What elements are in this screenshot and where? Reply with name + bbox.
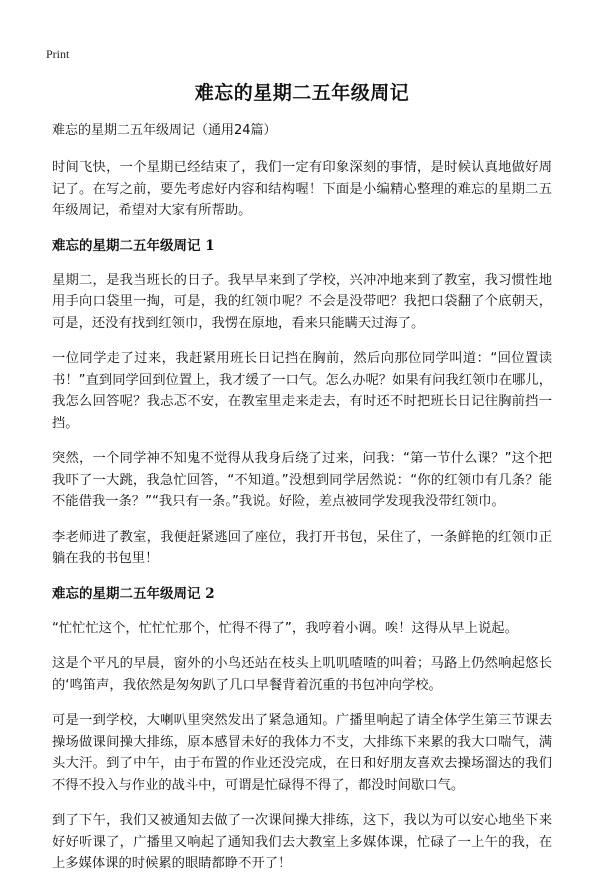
- print-label: Print: [46, 47, 70, 61]
- paragraph: 这是个平凡的早晨，窗外的小鸟还站在枝头上叽叽喳喳的叫着；马路上仍然响起悠长的‘鸣笛声，我依然是匆匆趴了几口早餐背着沉重的书包冲向学校。: [52, 656, 552, 693]
- section-heading-2: 难忘的星期二五年级周记 2: [52, 585, 215, 602]
- paragraph: “忙忙忙这个，忙忙忙那个，忙得不得了”，我哼着小调。唉！这得从早上说起。: [52, 620, 518, 636]
- paragraph: 一位同学走了过来，我赶紧用班长日记挡在胸前，然后向那位同学叫道：“回位置读书！”直到同学回到位置上，我才缓了一口气。怎么办呢？如果有问我红领巾在哪儿，我怎么回答呢？我忐忑不安，在教室里走来走去，有时还不时把班长日记往胸前挡一挡。: [52, 351, 552, 431]
- paragraph: 到了下午，我们又被通知去做了一次课间操大排练，这下，我以为可以安心地坐下来好好听课了，广播里又响起了通知我们去大教室上多媒体课，忙碌了一上午的我，在上多媒体课的时候累的眼睛都睁不开了！: [52, 813, 552, 871]
- intro-paragraph: 时间飞快，一个星期已经结束了，我们一定有印象深刻的事情，是时候认真地做好周记了。在写之前，要先考虑好内容和结构喔！下面是小编精心整理的难忘的星期二五年级周记，希望对大家有所帮助。: [52, 160, 552, 218]
- paragraph: 可是一到学校，大喇叭里突然发出了紧急通知。广播里响起了请全体学生第三节课去操场做课间操大排练，原本感冒未好的我体力不支，大排练下来累的我大口喘气，满头大汗。到了中午，由于布置的作业还没完成，在日和好朋友喜欢去操场溜达的我们不得不投入与作业的战斗中，可谓是忙碌得不得了，都没时间歇口气。: [52, 713, 552, 793]
- document-subtitle: 难忘的星期二五年级周记（通用24篇）: [52, 123, 277, 138]
- paragraph: 李老师进了教室，我便赶紧逃回了座位，我打开书包，呆住了，一条鲜艳的红领巾正躺在我的书包里！: [52, 529, 552, 566]
- paragraph: 突然，一个同学神不知鬼不觉得从我身后绕了过来，问我：“第一节什么课？”这个把我吓了一大跳，我急忙回答，“不知道。”没想到同学居然说：“你的红领巾有几条？能不能借我一条？”“我只有一条。”我说。好险，差点被同学发现我没带红领巾。: [52, 451, 552, 509]
- paragraph: 星期二，是我当班长的日子。我早早来到了学校，兴冲冲地来到了教室，我习惯性地用手向口袋里一掏，可是，我的红领巾呢？不会是没带吧？我把口袋翻了个底朝天，可是，还没有找到红领巾，我愣在原地，看来只能瞒天过海了。: [52, 272, 552, 331]
- section-heading-1: 难忘的星期二五年级周记 1: [52, 237, 215, 254]
- document-body: [52, 78, 552, 889]
- document-title: 难忘的星期二五年级周记: [194, 82, 410, 104]
